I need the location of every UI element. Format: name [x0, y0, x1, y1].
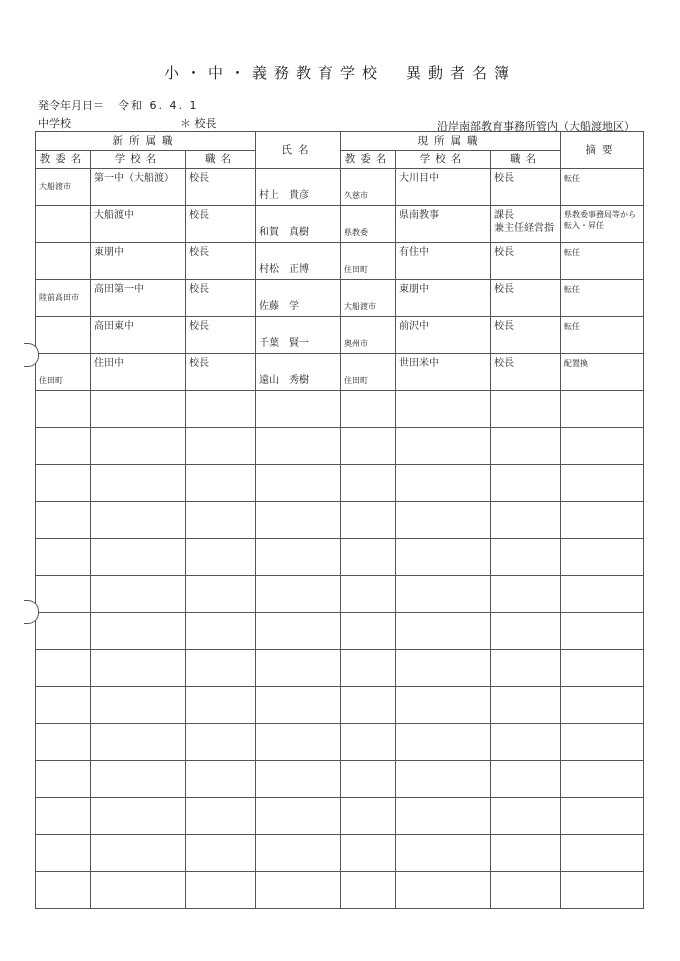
empty-row: [36, 835, 644, 872]
new-school-cell: 第一中（大船渡）: [94, 173, 174, 184]
name-header: 氏名: [256, 132, 341, 169]
header-row-1: [36, 132, 644, 151]
empty-row: [36, 576, 644, 613]
empty-row: [36, 687, 644, 724]
new-board-cell: [36, 206, 91, 243]
table-row: [36, 317, 644, 354]
new-school-cell: 高田東中: [94, 321, 134, 332]
empty-row: [36, 724, 644, 761]
issue-date-label: 発令年月日＝: [38, 99, 104, 112]
empty-row: [36, 798, 644, 835]
new-school-cell: 住田中: [94, 358, 124, 369]
position-note: ＊ 校長: [180, 117, 217, 130]
new-board-cell: 大船渡市: [39, 182, 71, 191]
table-row: [36, 280, 644, 317]
current-position-cell: 校長: [494, 173, 515, 184]
empty-row: [36, 539, 644, 576]
current-position-cell: 校長: [494, 284, 515, 295]
school-level: 中学校: [38, 117, 71, 130]
empty-row: [36, 391, 644, 428]
current-position-cell-line2: 兼主任経営指: [494, 223, 555, 234]
current-school-cell: 大川目中: [399, 173, 440, 184]
table-row: [36, 354, 644, 391]
summary-cell: 転任: [564, 248, 581, 257]
new-board-cell: [36, 243, 91, 280]
current-position-cell: 校長: [494, 321, 515, 332]
empty-row: [36, 872, 644, 909]
new-position-header: 職名: [186, 151, 256, 169]
current-board-cell: 県教委: [344, 228, 369, 237]
new-position-cell: 校長: [189, 210, 209, 221]
empty-row: [36, 761, 644, 798]
transfer-roster-table: [35, 131, 644, 909]
current-school-header: 学校名: [396, 151, 491, 169]
current-board-cell: 久慈市: [344, 191, 369, 200]
empty-row: [36, 465, 644, 502]
current-board-cell: 大船渡市: [344, 302, 377, 311]
current-board-cell: 奥州市: [344, 339, 369, 348]
current-position-cell: 課長: [494, 210, 515, 221]
name-cell: 村松 正博: [259, 264, 310, 275]
name-cell: 千葉 賢一: [259, 338, 310, 349]
current-school-cell: 世田米中: [399, 358, 440, 369]
new-position-cell: 校長: [189, 173, 209, 184]
current-school-cell: 東朋中: [399, 284, 430, 295]
summary-cell: 転任: [564, 322, 581, 331]
new-board-cell: 陸前高田市: [39, 293, 79, 302]
new-school-cell: 東朋中: [94, 247, 124, 258]
issue-date-value: 令和 6. 4. 1: [118, 99, 199, 112]
new-position-cell: 校長: [189, 284, 209, 295]
current-board-cell: 住田町: [344, 376, 369, 385]
new-affiliation-header: 新所属職: [36, 132, 256, 151]
new-position-cell: 校長: [189, 358, 209, 369]
new-position-cell: 校長: [189, 321, 209, 332]
table-row: [36, 206, 644, 243]
summary-cell: 転任: [564, 285, 581, 294]
name-cell: 和賀 真樹: [259, 227, 310, 238]
new-school-header: 学校名: [91, 151, 186, 169]
new-school-cell: 大船渡中: [94, 210, 134, 221]
new-board-header: 教委名: [36, 151, 91, 169]
current-board-cell: 住田町: [344, 265, 369, 274]
current-board-header: 教委名: [341, 151, 396, 169]
summary-cell: 配置換: [564, 359, 589, 368]
table-row: [36, 169, 644, 206]
name-cell: 遠山 秀樹: [259, 375, 310, 386]
current-school-cell: 有住中: [399, 247, 430, 258]
current-position-cell: 校長: [494, 358, 515, 369]
name-cell: 佐藤 学: [259, 301, 300, 312]
office-name: 沿岸南部教育事務所管内（大船渡地区）: [437, 120, 635, 133]
summary-cell: 県教委事務局等から転入・昇任: [564, 210, 637, 230]
summary-cell: 転任: [564, 174, 581, 183]
new-board-cell: 住田町: [39, 376, 63, 385]
current-position-cell: 校長: [494, 247, 515, 258]
new-board-cell: [36, 317, 91, 354]
name-cell: 村上 貴彦: [259, 190, 310, 201]
current-school-cell: 県南教事: [399, 210, 440, 221]
document-title: 小・中・義務教育学校 異動者名簿: [163, 64, 516, 82]
current-position-header: 職名: [491, 151, 561, 169]
empty-row: [36, 613, 644, 650]
empty-row: [36, 650, 644, 687]
new-school-cell: 高田第一中: [94, 284, 144, 295]
new-position-cell: 校長: [189, 247, 209, 258]
empty-row: [36, 502, 644, 539]
empty-row: [36, 428, 644, 465]
current-affiliation-header: 現所属職: [341, 132, 561, 151]
summary-header: 摘要: [561, 132, 644, 169]
current-school-cell: 前沢中: [399, 321, 430, 332]
table-row: [36, 243, 644, 280]
